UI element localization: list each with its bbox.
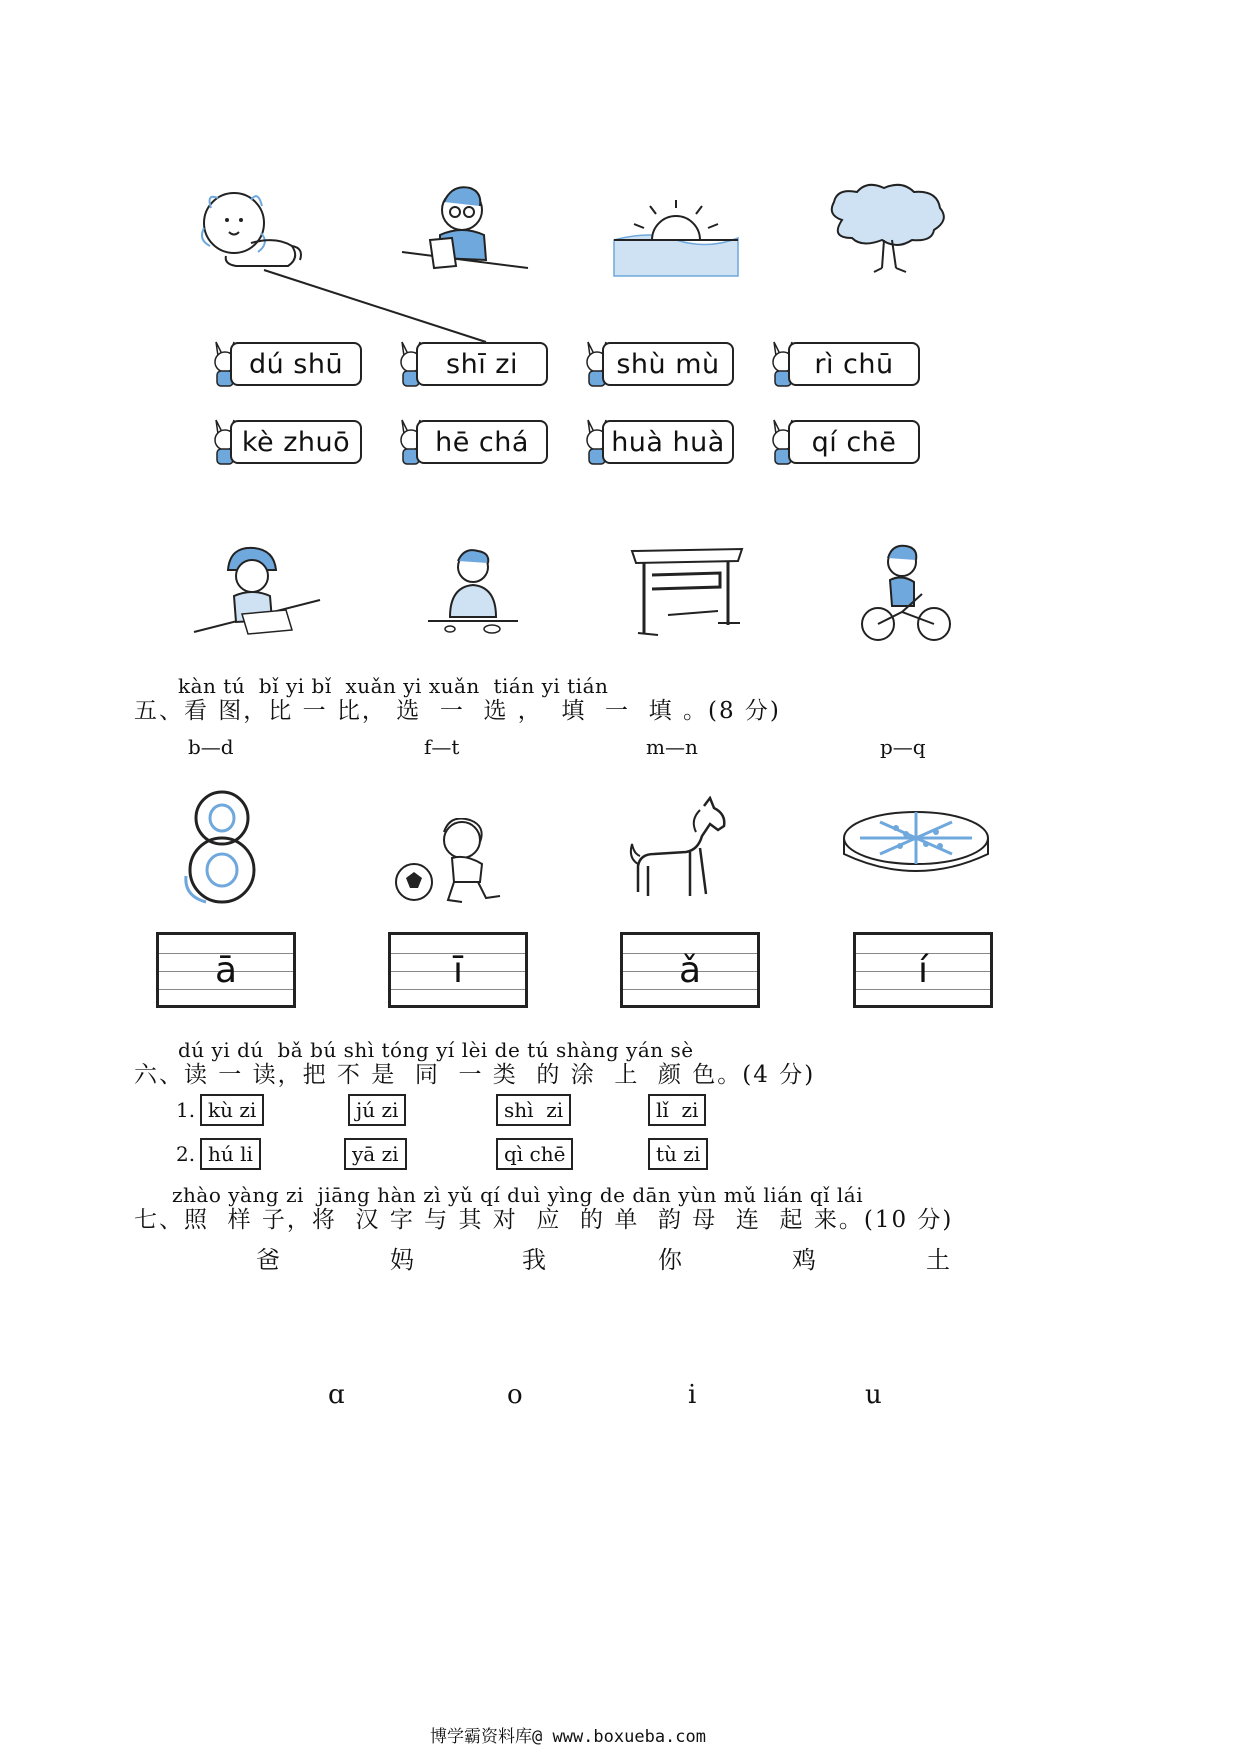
word-box-li-zi[interactable]: lǐ zi <box>648 1094 706 1126</box>
pill-he-cha[interactable]: hē chá <box>416 420 548 464</box>
character-ma[interactable]: 妈 <box>390 1246 414 1274</box>
boy-football-picture <box>390 818 510 906</box>
pill-hua-hua[interactable]: huà huà <box>602 420 734 464</box>
answer-letter: ī <box>452 950 463 991</box>
word-box-hu-li[interactable]: hú li <box>200 1138 261 1170</box>
section6-title: 六、读 一 读，把 不 是 同 一 类 的 涂 上 颜 色。(4 分) <box>134 1062 816 1088</box>
pill-ri-chu[interactable]: rì chū <box>788 342 920 386</box>
word-box-qi-che[interactable]: qì chē <box>496 1138 573 1170</box>
horse-picture <box>626 796 732 906</box>
pair-m-n: m—n <box>646 735 698 759</box>
word-box-ya-zi[interactable]: yā zi <box>344 1138 407 1170</box>
pill-qi-che[interactable]: qí chē <box>788 420 920 464</box>
answer-letter: ǎ <box>678 950 702 991</box>
pill-du-shu[interactable]: dú shū <box>230 342 362 386</box>
chessboard-picture <box>840 808 992 884</box>
vowel-i[interactable]: i <box>688 1380 697 1410</box>
section7-title: 七、照 样 子，将 汉 字 与 其 对 应 的 单 韵 母 连 起 来。(10 分) <box>134 1207 954 1233</box>
vowel-u[interactable]: u <box>865 1380 882 1410</box>
character-ni[interactable]: 你 <box>658 1246 682 1274</box>
pair-p-q: p—q <box>880 735 926 759</box>
pill-ke-zhuo[interactable]: kè zhuō <box>230 420 362 464</box>
vowel-a[interactable]: ɑ <box>328 1380 345 1410</box>
section6-pinyin: dú yi dú bǎ bú shì tóng yí lèi de tú shàng yán sè <box>178 1038 694 1062</box>
example-connection-line <box>0 0 1241 400</box>
vowel-o[interactable]: o <box>507 1380 523 1410</box>
character-ji[interactable]: 鸡 <box>792 1246 816 1274</box>
pair-b-d: b—d <box>188 735 234 759</box>
boy-cycling-picture <box>856 540 956 645</box>
word-box-tu-zi[interactable]: tù zi <box>648 1138 708 1170</box>
row-number-1: 1. <box>176 1098 196 1122</box>
section7-pinyin: zhào yàng zi jiāng hàn zì yǔ qí duì yìng de dān yùn mǔ lián qǐ lái <box>172 1183 864 1207</box>
word-box-shi-zi[interactable]: shì zi <box>496 1094 571 1126</box>
row-number-2: 2. <box>176 1142 196 1166</box>
boy-drawing-picture <box>192 540 322 640</box>
number-eight-picture <box>178 786 262 906</box>
answer-letter: í <box>917 950 928 991</box>
footer-watermark: 博学霸资料库@ www.boxueba.com <box>430 1727 706 1747</box>
character-ba[interactable]: 爸 <box>256 1246 280 1274</box>
word-box-ku-zi[interactable]: kù zi <box>200 1094 264 1126</box>
pinyin-writing-box-1[interactable] <box>156 932 296 1008</box>
pill-shu-mu[interactable]: shù mù <box>602 342 734 386</box>
desk-picture <box>628 545 746 645</box>
section5-title: 五、看 图，比 一 比， 选 一 选 ， 填 一 填 。(8 分) <box>134 698 781 724</box>
boy-drinking-tea-picture <box>428 545 518 640</box>
answer-letter: ā <box>214 950 238 991</box>
section5-pinyin: kàn tú bǐ yi bǐ xuǎn yi xuǎn tián yi tián <box>178 674 609 698</box>
character-wo[interactable]: 我 <box>522 1246 546 1274</box>
character-tu[interactable]: 土 <box>926 1246 950 1274</box>
pinyin-writing-box-3[interactable] <box>620 932 760 1008</box>
pill-shi-zi[interactable]: shī zi <box>416 342 548 386</box>
pair-f-t: f—t <box>424 735 460 759</box>
pinyin-writing-box-2[interactable] <box>388 932 528 1008</box>
pinyin-writing-box-4[interactable] <box>853 932 993 1008</box>
word-box-ju-zi[interactable]: jú zi <box>348 1094 406 1126</box>
